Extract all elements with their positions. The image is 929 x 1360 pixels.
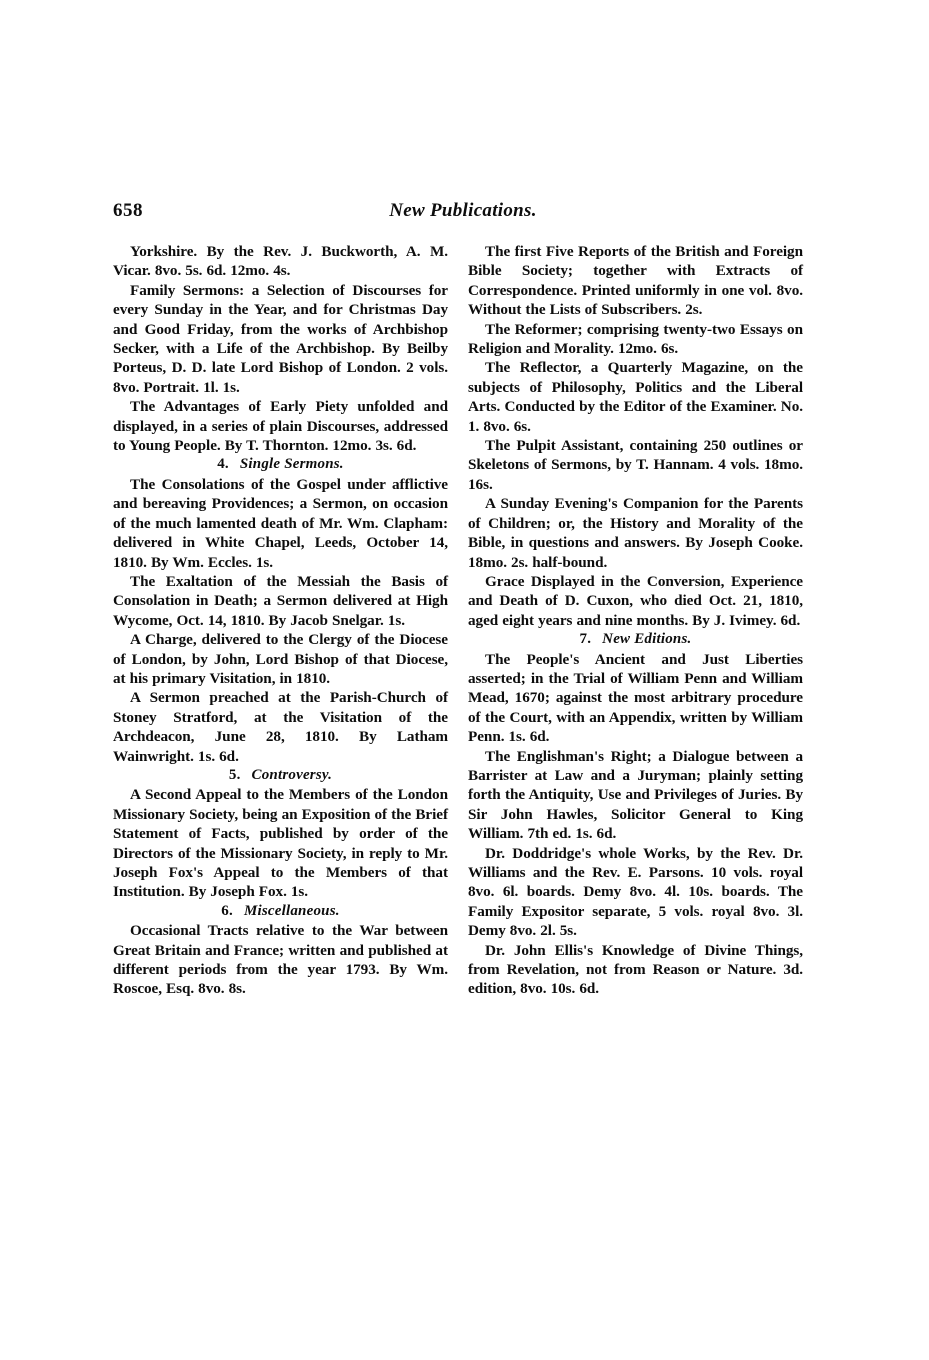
column-left <box>113 242 448 999</box>
entry-john-ellis-knowledge: Dr. John Ellis's Knowledge of Divine Things, from Revelation, not from Reason or Nature. 3d. edition, 8vo. 10s. 6d. <box>468 941 803 998</box>
entry-early-piety: The Advantages of Early Piety unfolded and displayed, in a series of plain Discourses, addressed to Young People. By T. Thornton. 12mo. 3s. 6d. <box>113 398 448 455</box>
entry-the-reflector: The Reflector, a Quarterly Magazine, on the subjects of Philosophy, Politics and the Liberal Arts. Conducted by the Editor of the Examiner. No. 1. 8vo. 6s. <box>468 359 803 435</box>
column-right <box>468 242 803 999</box>
section-title: Single Sermons. <box>239 456 344 473</box>
entry-pulpit-assistant: The Pulpit Assistant, containing 250 outlines or Skeletons of Sermons, by T. Hannam. 4 vols. 18mo. 16s. <box>468 437 803 493</box>
section-single-sermons <box>113 455 448 474</box>
entry-five-reports-bible-society: The first Five Reports of the British and Foreign Bible Society; together with Extracts of Correspondence. Printed uniformly in one vol. 8vo. Without the Lists of Subscribers. 2s. <box>468 243 803 319</box>
entry-peoples-ancient-liberties: The People's Ancient and Just Liberties asserted; in the Trial of William Penn and William Mead, 1670; against the most arbitrary procedure of the Court, with an Appendix, written by William Penn. 1s. 6d. <box>468 650 803 746</box>
entry-sunday-evenings-companion: A Sunday Evening's Companion for the Parents of Children; or, the History and Morality of the Bible, in questions and answers. By Joseph Cooke. 18mo. 2s. half-bound. <box>468 495 803 571</box>
entry-doddridge-works: Dr. Doddridge's whole Works, by the Rev. Dr. Williams and the Rev. E. Parsons. 10 vols. royal 8vo. 6l. boards. Demy 8vo. 4l. 10s. boards. The Family Expositor separate, 5 vols. royal 8vo. 3l. Demy 8vo. 2l. 5s. <box>468 844 803 940</box>
entry-occasional-tracts: Occasional Tracts relative to the War between Great Britain and France; written and published at different periods from the year 1793. By Wm. Roscoe, Esq. 8vo. 8s. <box>113 922 448 998</box>
entry-buckworth: Yorkshire. By the Rev. J. Buckworth, A. M. Vicar. 8vo. 5s. 6d. 12mo. 4s. <box>113 243 448 280</box>
entry-charge-clergy-london: A Charge, delivered to the Clergy of the Diocese of London, by John, Lord Bishop of that Diocese, at his primary Visitation, in 1810. <box>113 631 448 687</box>
section-number: 6. <box>221 902 233 919</box>
section-title: New Editions. <box>602 631 692 648</box>
entry-englishmans-right: The Englishman's Right; a Dialogue between a Barrister at Law and a Juryman; plainly setting forth the Antiquity, Use and Privileges of Juries. By Sir John Hawles, Solicitor General to King William. 7th ed. 1s. 6d. <box>468 747 803 843</box>
entry-sermon-stoney-stratford: A Sermon preached at the Parish-Church of Stoney Stratford, at the Visitation of the Archdeacon, June 28, 1810. By Latham Wainwright. 1s. 6d. <box>113 689 448 765</box>
section-number: 5. <box>228 766 241 783</box>
section-miscellaneous <box>113 902 448 921</box>
section-new-editions <box>468 630 803 649</box>
section-controversy <box>113 766 448 785</box>
section-title: Controversy. <box>251 766 333 783</box>
entry-grace-displayed: Grace Displayed in the Conversion, Experience and Death of D. Cuxon, who died Oct. 21, 1810, aged eight years and nine months. By J. Ivimey. 6d. <box>468 572 803 629</box>
section-number: 4. <box>217 456 229 473</box>
section-number: 7. <box>579 631 592 648</box>
entry-consolations-gospel: The Consolations of the Gospel under afflictive and bereaving Providences; a Sermon, on occasion of the much lamented death of Mr. Wm. Clapham: delivered in White Chapel, Leeds, October 14, 1810. By Wm. Eccles. 1s. <box>113 475 448 571</box>
entry-exaltation-messiah: The Exaltation of the Messiah the Basis of Consolation in Death; a Sermon delivered at High Wycome, Oct. 14, 1810. By Jacob Snelgar. 1s. <box>113 572 448 629</box>
entry-the-reformer: The Reformer; comprising twenty-two Essays on Religion and Morality. 12mo. 6s. <box>468 320 803 358</box>
running-title: New Publications. <box>389 200 537 221</box>
entry-second-appeal: A Second Appeal to the Members of the London Missionary Society, being an Exposition of the Brief Statement of Facts, published by order of the Directors of the Missionary Society, in reply to Mr. Joseph Fox's Appeal to the Members of that Institution. By Joseph Fox. 1s. <box>113 786 448 901</box>
section-title: Miscellaneous. <box>243 902 340 919</box>
page-number: 658 <box>113 200 143 221</box>
running-head <box>113 200 813 226</box>
entry-family-sermons: Family Sermons: a Selection of Discourses for every Sunday in the Year, and for Christmas Day and Good Friday, from the works of Archbishop Secker, with a Life of the Archbishop. By Beilby Porteus, D. D. late Lord Bishop of London. 2 vols. 8vo. Portrait. 1l. 1s. <box>113 281 448 396</box>
